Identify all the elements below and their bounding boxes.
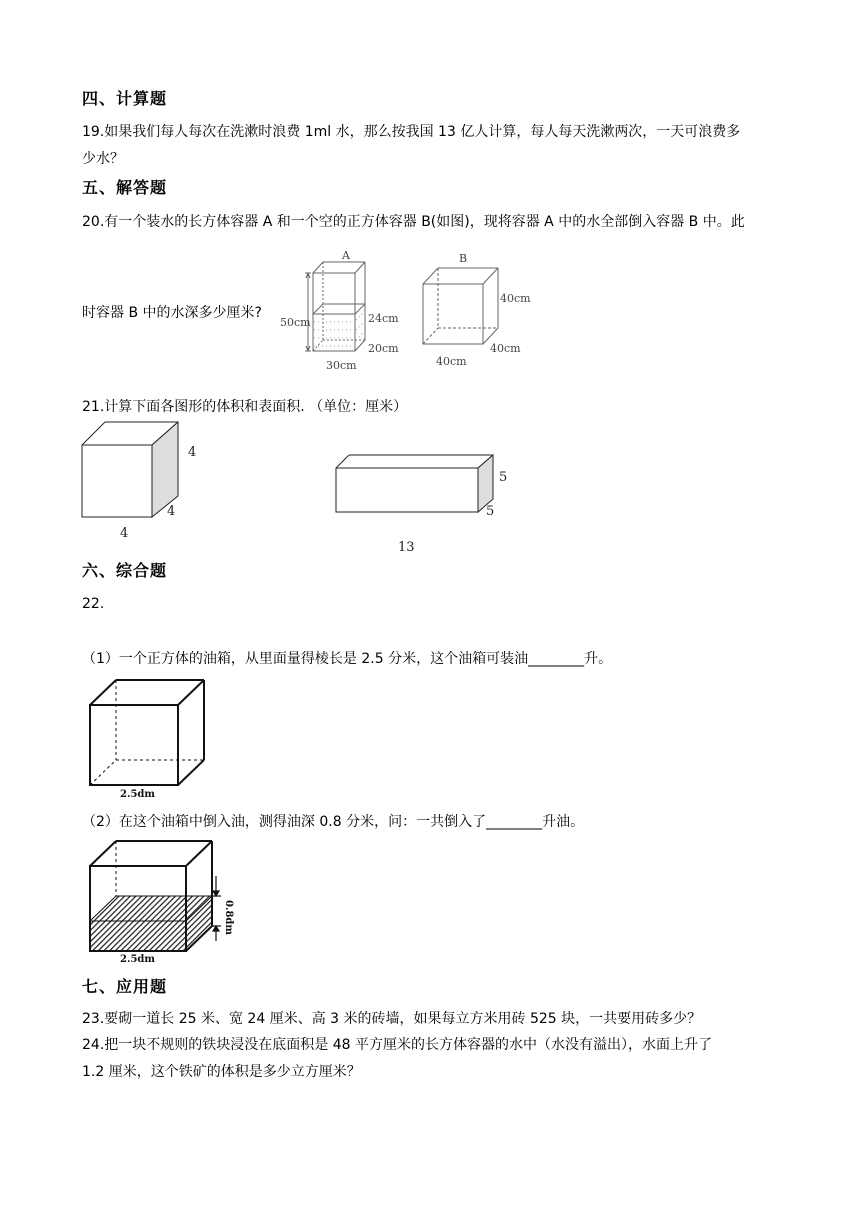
q22-number: 22. bbox=[82, 596, 105, 612]
q23-line-1: 23.要砌一道长 25 米、宽 24 厘米、高 3 米的砖墙，如果每立方米用砖 525 块，一共要用砖多少？ bbox=[82, 1011, 702, 1027]
section-heading-calculation: 四、计算题 bbox=[82, 89, 168, 108]
box-height-label: 5 bbox=[499, 470, 508, 485]
box-width-label: 13 bbox=[398, 540, 415, 555]
section-heading-application: 七、应用题 bbox=[82, 977, 168, 996]
q21-solids-figure bbox=[78, 418, 528, 558]
container-a-height-label: 50cm bbox=[280, 316, 311, 329]
q20-line-1: 20.有一个装水的长方体容器 A 和一个空的正方体容器 B(如图)，现将容器 A 中的水全部倒入容器 B 中。此 bbox=[82, 214, 745, 230]
q20-line-2: 时容器 B 中的水深多少厘米? bbox=[82, 305, 262, 321]
q19-line-2: 少水？ bbox=[82, 151, 124, 167]
oil-tank-cube-figure bbox=[82, 672, 212, 802]
cube-height-label: 4 bbox=[188, 445, 197, 460]
container-b-width-label: 40cm bbox=[436, 355, 467, 368]
box-depth-label: 5 bbox=[486, 504, 495, 519]
q20-containers-figure bbox=[278, 248, 538, 373]
container-b-height-label: 40cm bbox=[500, 292, 531, 305]
container-a-width-label: 30cm bbox=[326, 359, 357, 372]
q22-part-1: （1）一个正方体的油箱，从里面量得棱长是 2.5 分米，这个油箱可装油________升。 bbox=[82, 651, 613, 667]
q21-line-1: 21.计算下面各图形的体积和表面积. （单位：厘米） bbox=[82, 399, 408, 415]
section-heading-comprehensive: 六、综合题 bbox=[82, 561, 168, 580]
container-a-water-label: 24cm bbox=[368, 312, 399, 325]
container-b-depth-label: 40cm bbox=[490, 342, 521, 355]
q24-line-2: 1.2 厘米，这个铁矿的体积是多少立方厘米？ bbox=[82, 1064, 361, 1080]
cube-depth-label: 4 bbox=[167, 504, 176, 519]
container-b-label: B bbox=[459, 252, 468, 265]
cube-width-label: 4 bbox=[120, 526, 129, 541]
container-a-depth-label: 20cm bbox=[368, 342, 399, 355]
q19-line-1: 19.如果我们每人每次在洗漱时浪费 1ml 水，那么按我国 13 亿人计算，每人每天洗漱两次，一天可浪费多 bbox=[82, 124, 741, 140]
q22-part-2: （2）在这个油箱中倒入油，测得油深 0.8 分米，问：一共倒入了________升油。 bbox=[82, 814, 585, 830]
q24-line-1: 24.把一块不规则的铁块浸没在底面积是 48 平方厘米的长方体容器的水中（水没有溢出），水面上升了 bbox=[82, 1037, 712, 1053]
oil-tank-filled-figure bbox=[82, 836, 232, 966]
oil-tank-edge-label: 2.5dm bbox=[120, 789, 155, 800]
oil-depth-label: 0.8dm bbox=[223, 900, 234, 935]
oil-tank-base-label: 2.5dm bbox=[120, 954, 155, 965]
container-a-label: A bbox=[342, 249, 350, 262]
section-heading-answer: 五、解答题 bbox=[82, 178, 168, 197]
